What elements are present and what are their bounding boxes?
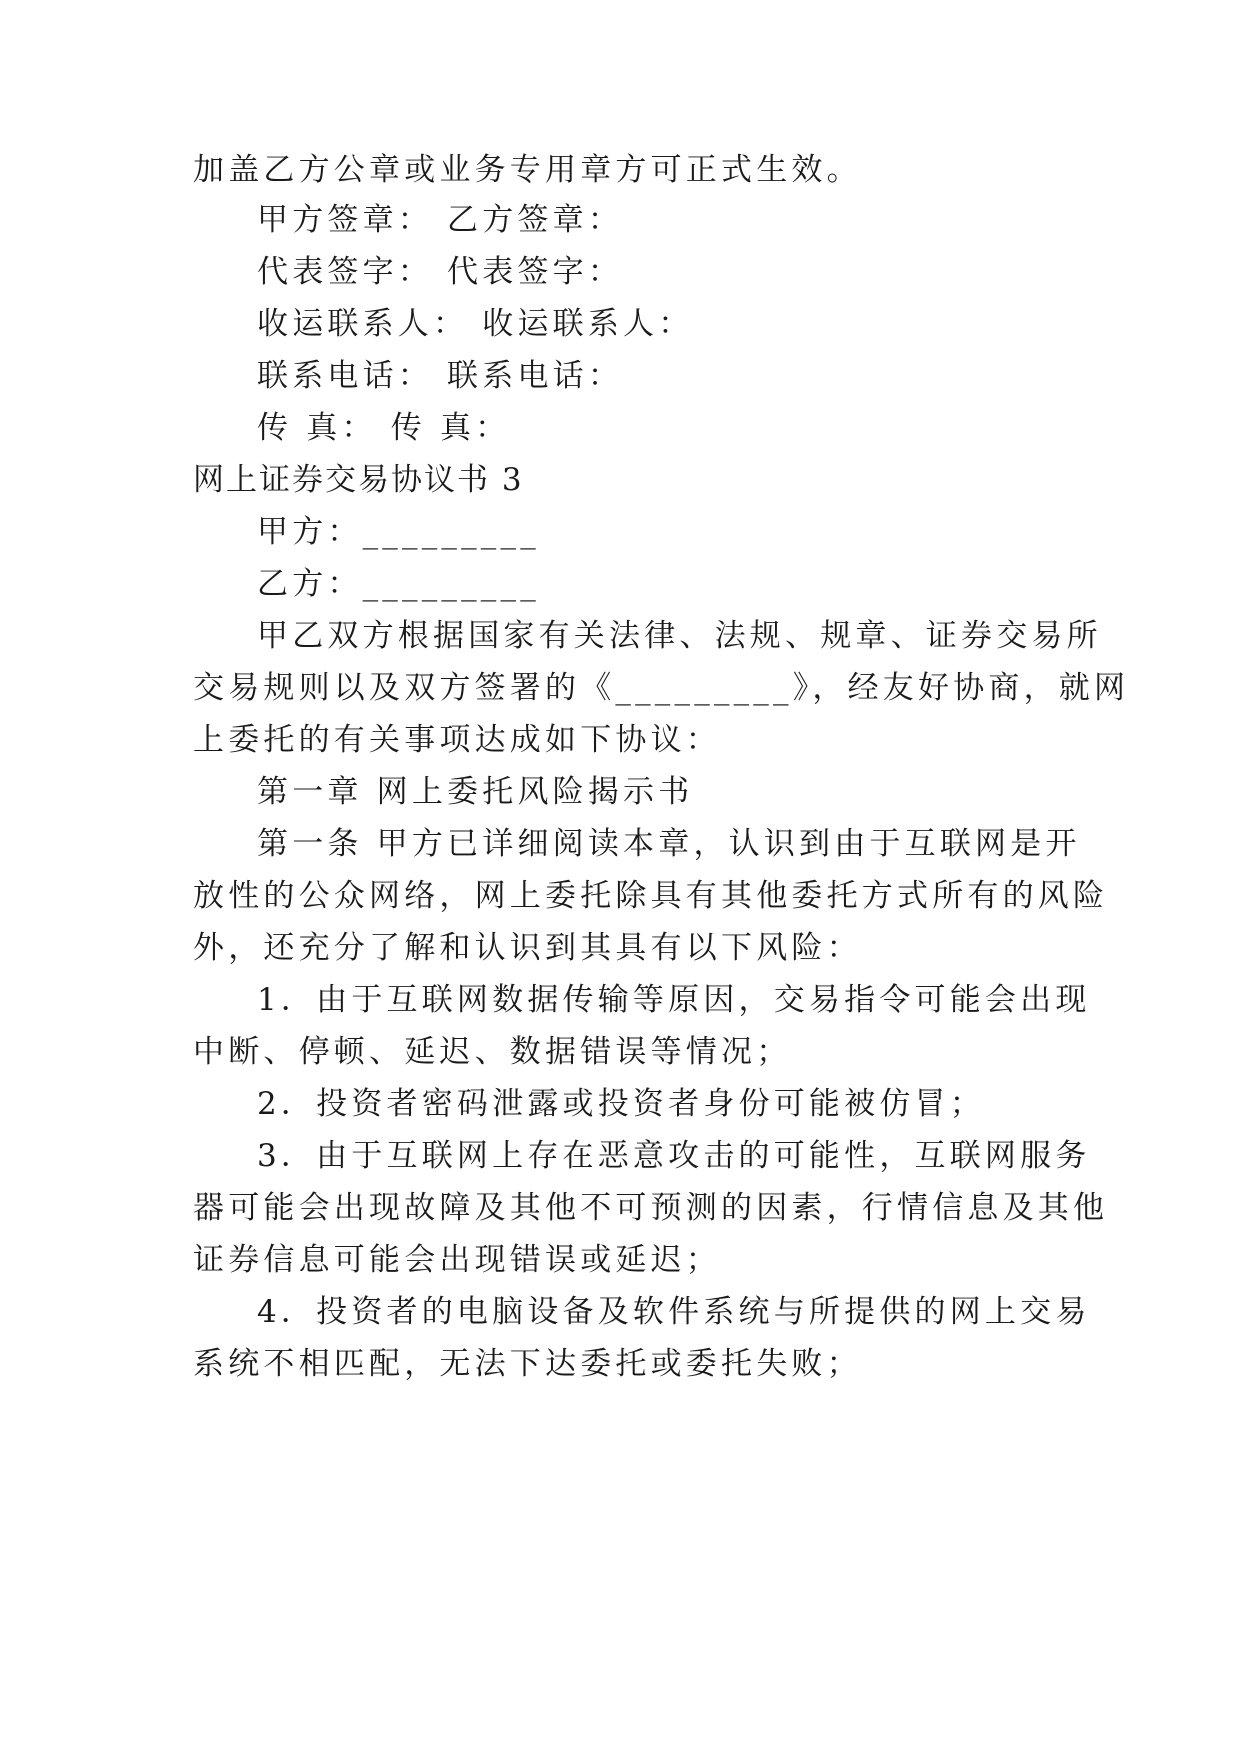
party-b-line: 乙方：_________ xyxy=(257,566,540,602)
chapter-heading: 第一章 网上委托风险揭示书 xyxy=(257,774,694,810)
signature-line-contact: 收运联系人： 收运联系人： xyxy=(257,306,694,342)
list-item: 1．由于互联网数据传输等原因，交易指令可能会出现 xyxy=(257,982,1091,1018)
list-item-continuation: 中断、停顿、延迟、数据错误等情况； xyxy=(193,1034,792,1070)
party-a-line: 甲方：_________ xyxy=(257,514,540,550)
paragraph-line: 第一条 甲方已详细阅读本章，认识到由于互联网是开 xyxy=(257,826,1081,862)
paragraph-line: 外，还充分了解和认识到其具有以下风险： xyxy=(193,930,862,966)
list-item-continuation: 系统不相匹配，无法下达委托或委托失败； xyxy=(193,1346,862,1382)
list-item-continuation: 器可能会出现故障及其他不可预测的因素，行情信息及其他 xyxy=(193,1190,1109,1226)
list-item-continuation: 证券信息可能会出现错误或延迟； xyxy=(193,1242,721,1278)
list-item: 2．投资者密码泄露或投资者身份可能被仿冒； xyxy=(257,1086,985,1122)
signature-line-phone: 联系电话： 联系电话： xyxy=(257,358,624,394)
signature-line-representative: 代表签字： 代表签字： xyxy=(257,254,624,290)
paragraph-line: 甲乙双方根据国家有关法律、法规、规章、证券交易所 xyxy=(257,618,1102,654)
paragraph-line: 加盖乙方公章或业务专用章方可正式生效。 xyxy=(193,152,862,188)
signature-line-seal: 甲方签章： 乙方签章： xyxy=(257,202,624,238)
paragraph-line: 交易规则以及双方签署的《_________》，经友好协商，就网 xyxy=(193,670,1130,706)
signature-line-fax: 传 真： 传 真： xyxy=(257,410,511,446)
section-title: 网上证券交易协议书 3 xyxy=(193,462,524,498)
list-item: 3．由于互联网上存在恶意攻击的可能性，互联网服务 xyxy=(257,1138,1091,1174)
list-item: 4．投资者的电脑设备及软件系统与所提供的网上交易 xyxy=(257,1294,1091,1330)
paragraph-line: 上委托的有关事项达成如下协议： xyxy=(193,722,721,758)
paragraph-line: 放性的公众网络，网上委托除具有其他委托方式所有的风险 xyxy=(193,878,1109,914)
